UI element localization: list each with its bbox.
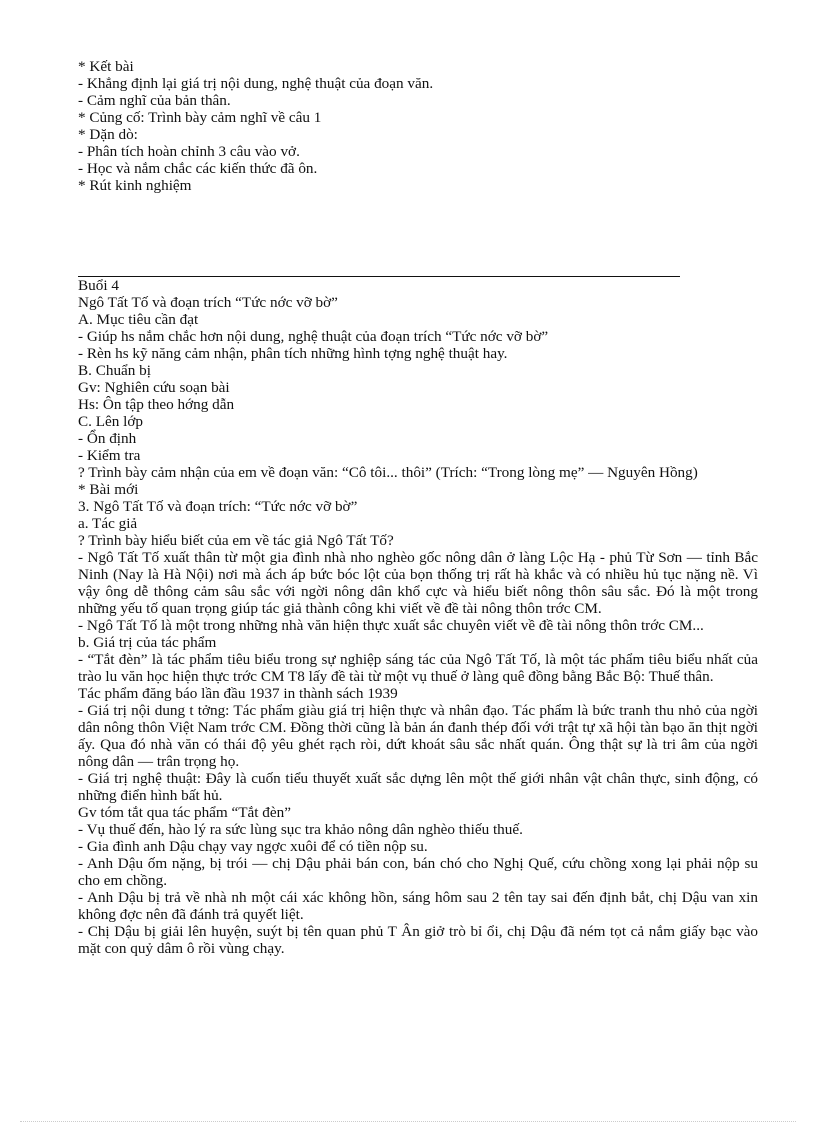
author-heading: a. Tác giả xyxy=(78,515,138,532)
session-label: Buổi 4 xyxy=(78,277,119,294)
work-paragraph: - “Tắt đèn” là tác phẩm tiêu biểu trong sự nghiệp sáng tác của Ngô Tất Tố, là một tác phẩm tiêu biểu nhất của trào lu văn học hiện thực trớc CM T8 lấy đề tài từ một vụ thuế ở làng quê đồng bằng Bắc Bộ: Thuế thân. xyxy=(78,651,758,685)
prep-student: Hs: Ôn tập theo hớng dẫn xyxy=(78,396,235,413)
new-lesson-label: * Bài mới xyxy=(78,481,139,498)
work-paragraph: - Giá trị nghệ thuật: Đây là cuốn tiểu thuyết xuất sắc dựng lên một thế giới nhân vật chân thực, sinh động, có những điển hình bất hủ. xyxy=(78,770,758,804)
text-line: * Dặn dò: xyxy=(78,126,138,143)
spacer xyxy=(78,194,758,276)
summary-item: - Gia đình anh Dậu chạy vay ngợc xuôi để có tiền nộp su. xyxy=(78,838,428,855)
class-heading: C. Lên lớp xyxy=(78,413,143,430)
text-line: * Củng cố: Trình bày cảm nghĩ về câu 1 xyxy=(78,109,322,126)
text-line: - Học và nắm chắc các kiến thức đã ôn. xyxy=(78,160,318,177)
author-question: ? Trình bày hiểu biết của em về tác giả Ngô Tất Tố? xyxy=(78,532,394,549)
author-paragraph: - Ngô Tất Tố là một trong những nhà văn hiện thực xuất sắc chuyên viết về đề tài nông thôn trớc CM... xyxy=(78,617,704,634)
summary-item: - Anh Dậu ốm nặng, bị trói — chị Dậu phải bán con, bán chó cho Nghị Quế, cứu chồng xong lại phải nộp su cho em chồng. xyxy=(78,855,758,889)
summary-item: - Vụ thuế đến, hào lý ra sức lùng sục tra khảo nông dân nghèo thiếu thuế. xyxy=(78,821,523,838)
text-line: - Phân tích hoàn chỉnh 3 câu vào vở. xyxy=(78,143,300,160)
check-question: ? Trình bày cảm nhận của em về đoạn văn: “Cô tôi... thôi” (Trích: “Trong lòng mẹ” — Nguyên Hồng) xyxy=(78,464,698,481)
objective-item: - Giúp hs nắm chắc hơn nội dung, nghệ thuật của đoạn trích “Tức nớc vỡ bờ” xyxy=(78,328,549,345)
page-bottom-border xyxy=(20,1121,796,1122)
document-page xyxy=(78,58,758,957)
text-line: - Khẳng định lại giá trị nội dung, nghệ thuật của đoạn văn. xyxy=(78,75,434,92)
class-step: - Ổn định xyxy=(78,430,137,447)
prep-teacher: Gv: Nghiên cứu soạn bài xyxy=(78,379,230,396)
objective-heading: A. Mục tiêu cần đạt xyxy=(78,311,199,328)
text-line: * Rút kinh nghiệm xyxy=(78,177,192,194)
prep-heading: B. Chuẩn bị xyxy=(78,362,151,379)
work-heading: b. Giá trị của tác phẩm xyxy=(78,634,217,651)
text-line: * Kết bài xyxy=(78,58,134,75)
class-step: - Kiểm tra xyxy=(78,447,141,464)
lesson-title: Ngô Tất Tố và đoạn trích “Tức nớc vỡ bờ” xyxy=(78,294,338,311)
work-paragraph: - Giá trị nội dung t tởng: Tác phẩm giàu giá trị hiện thực và nhân đạo. Tác phẩm là bức tranh thu nhỏ của ngời dân nông thôn Việt Nam trớc CM. Đồng thời cũng là bản án đanh thép đối với trật tự xã hội tàn bạo ăn thịt ngời ấy. Qua đó nhà văn có thái độ yêu ghét rạch ròi, dứt khoát sâu sắc nhất quán. Ông thật sự là tri âm của ngời nông dân — trân trọng họ. xyxy=(78,702,758,770)
topic-heading: 3. Ngô Tất Tố và đoạn trích: “Tức nớc vỡ bờ” xyxy=(78,498,358,515)
text-line: - Cảm nghĩ của bản thân. xyxy=(78,92,231,109)
summary-item: - Anh Dậu bị trả về nhà nh một cái xác không hồn, sáng hôm sau 2 tên tay sai đến định bắt, chị Dậu van xin không đợc nên đã đánh trả quyết liệt. xyxy=(78,889,758,923)
work-publication: Tác phẩm đăng báo lần đầu 1937 in thành sách 1939 xyxy=(78,685,398,702)
objective-item: - Rèn hs kỹ năng cảm nhận, phân tích những hình tợng nghệ thuật hay. xyxy=(78,345,508,362)
summary-item: - Chị Dậu bị giải lên huyện, suýt bị tên quan phủ T Ân giở trò bỉ ổi, chị Dậu đã ném tọt cả nắm giấy bạc vào mặt con quỷ dâm ô rồi vùng chạy. xyxy=(78,923,758,957)
summary-heading: Gv tóm tắt qua tác phẩm “Tắt đèn” xyxy=(78,804,291,821)
author-paragraph: - Ngô Tất Tố xuất thân từ một gia đình nhà nho nghèo gốc nông dân ở làng Lộc Hạ - phủ Từ Sơn — tỉnh Bắc Ninh (Nay là Hà Nội) nơi mà ách áp bức bóc lột của bọn thống trị rất hà khắc và có nhiều hủ tục nặng nề. Vì vậy ông dễ thông cảm sâu sắc với ngời nông dân khổ cực và hiểu biết nông thôn sâu sắc. Đó là một trong những yếu tố quan trọng giúp tác giả thành công khi viết về đề tài nông thôn trớc CM. xyxy=(78,549,758,617)
